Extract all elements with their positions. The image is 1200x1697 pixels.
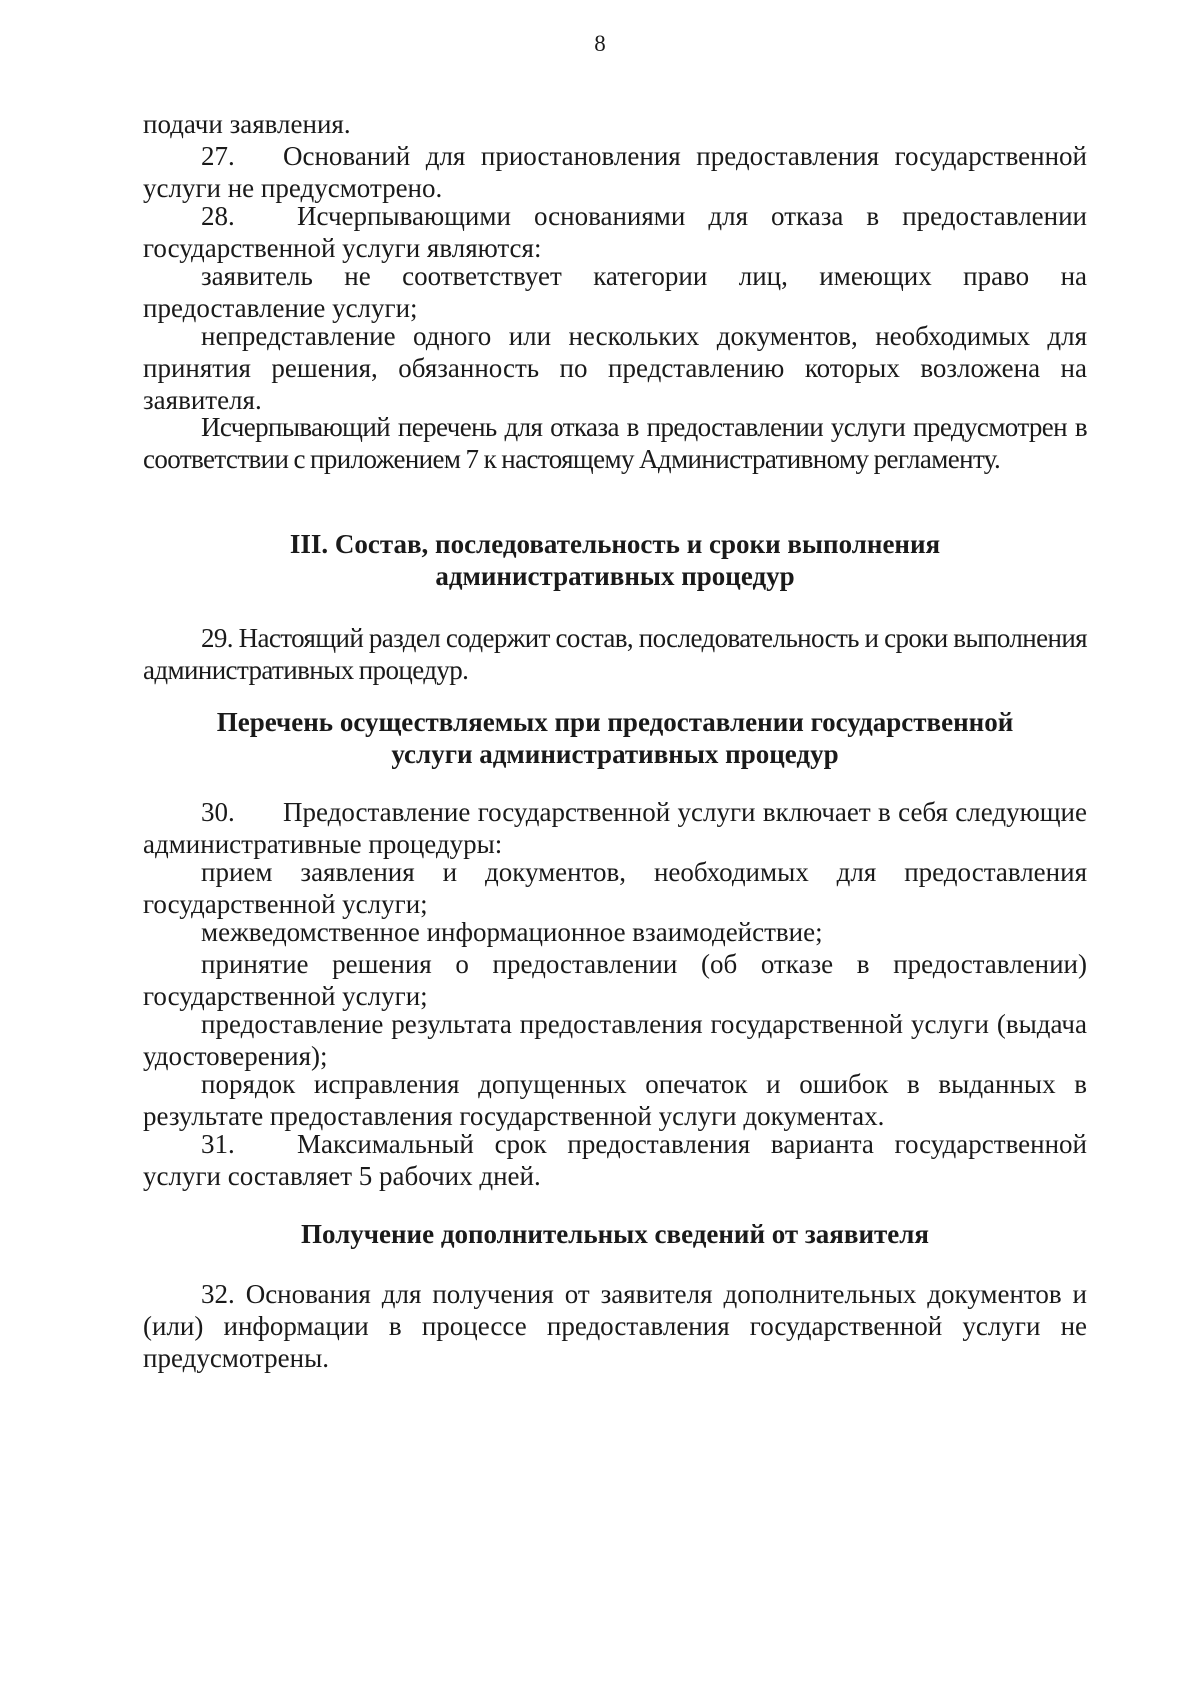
procedure-item: межведомственное информационное взаимодействие; (201, 917, 823, 947)
procedures-list-title-line2: услуги административных процедур (391, 739, 839, 769)
section-3-title-line1: III. Состав, последовательность и сроки выполнения (289, 529, 941, 559)
paragraph-32: 32. Основания для получения от заявителя дополнительных документов и (или) информации в процессе предоставления государственной услуги не предусмотрены. (143, 1279, 1087, 1373)
procedure-item: порядок исправления допущенных опечаток и ошибок в выданных в результате предоставления государственной услуги документах. (143, 1069, 1087, 1131)
paragraph-text: Исчерпывающими основаниями для отказа в предоставлении государственной услуги являются: (143, 201, 1087, 263)
paragraph-number: 27. (201, 141, 235, 171)
paragraph-continuation: подачи заявления. (143, 109, 351, 139)
paragraph-number: 31. (201, 1129, 235, 1159)
additional-info-heading: Получение дополнительных сведений от заявителя (300, 1219, 930, 1249)
procedure-item: прием заявления и документов, необходимых для предоставления государственной услуги; (143, 857, 1087, 919)
paragraph-28 (143, 200, 1087, 264)
list-item-28a: заявитель не соответствует категории лиц, имеющих право на предоставление услуги; (143, 261, 1087, 323)
paragraph-30 (143, 796, 1087, 860)
paragraph-number: 28. (201, 201, 235, 231)
procedure-item: предоставление результата предоставления государственной услуги (выдача удостоверения); (143, 1009, 1087, 1071)
paragraph-number: 30. (201, 797, 235, 827)
paragraph-text: Предоставление государственной услуги включает в себя следующие административные процедуры: (143, 797, 1087, 859)
section-3-heading (143, 528, 1087, 592)
section-3-title-line2: административных процедур (435, 561, 795, 591)
procedures-list-heading (143, 706, 1087, 770)
paragraph-29: 29. Настоящий раздел содержит состав, последовательность и сроки выполнения административных процедур. (143, 623, 1087, 685)
procedures-list-title-line1: Перечень осуществляемых при предоставлении государственной (216, 707, 1014, 737)
paragraph-31 (143, 1128, 1087, 1192)
paragraph-text: Максимальный срок предоставления варианта государственной услуги составляет 5 рабочих дней. (143, 1129, 1087, 1191)
list-item-28b: непредставление одного или нескольких документов, необходимых для принятия решения, обязанность по представлению которых возложена на заявителя. (143, 321, 1087, 415)
procedure-item: принятие решения о предоставлении (об отказе в предоставлении) государственной услуги; (143, 949, 1087, 1011)
paragraph-28-note: Исчерпывающий перечень для отказа в предоставлении услуги предусмотрен в соответствии с приложением 7 к настоящему Административному регламенту. (143, 412, 1087, 474)
page-number: 8 (594, 31, 606, 56)
paragraph-27 (143, 140, 1087, 204)
paragraph-text: Оснований для приостановления предоставления государственной услуги не предусмотрено. (143, 141, 1087, 203)
